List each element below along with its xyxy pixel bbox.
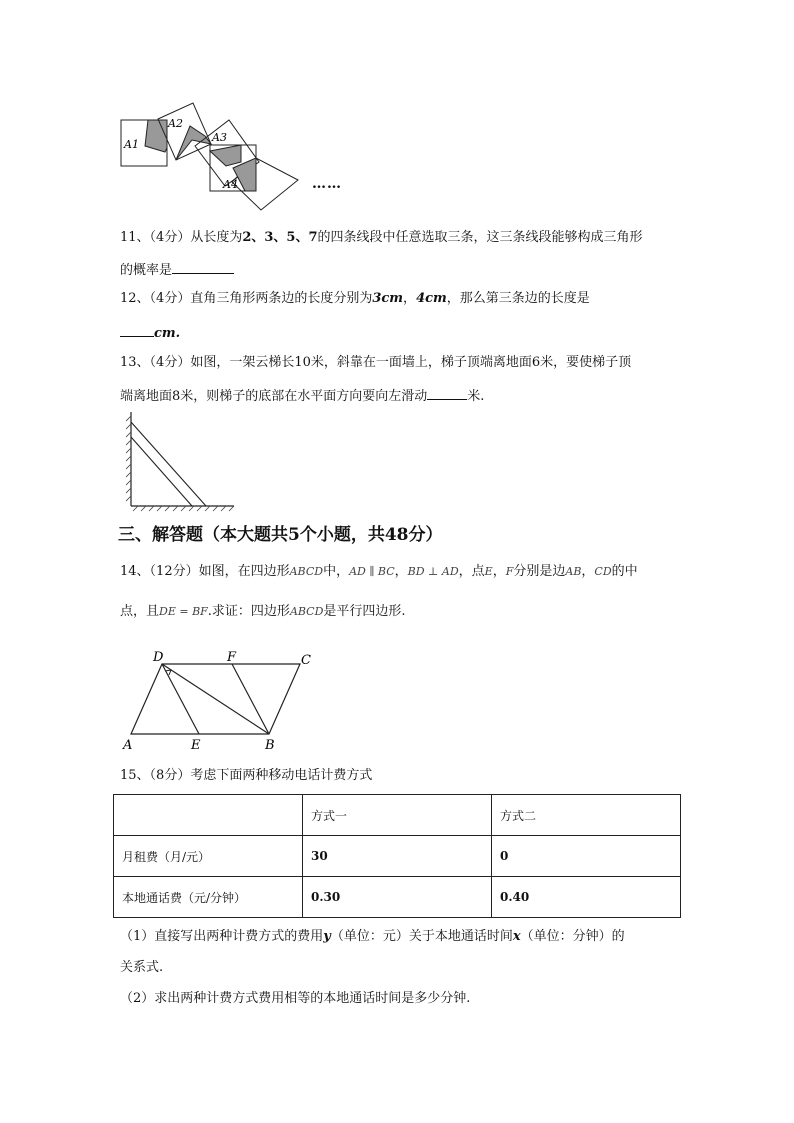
q14-text-10: .求证：四边形 xyxy=(207,604,290,619)
q13-line1: 13、（4分）如图，一架云梯长10米，斜靠在一面墙上，梯子顶端离地面6米，要使梯子顶 xyxy=(120,355,632,370)
q14-math-abcd-2: ABCD xyxy=(289,605,324,618)
q11-answer-blank[interactable] xyxy=(172,259,234,274)
rotating-squares-figure xyxy=(110,96,310,216)
parallelogram-figure xyxy=(115,646,325,756)
q14-text-9: 点，且 xyxy=(120,604,160,619)
table-cell: 本地通话费（元/分钟） xyxy=(114,877,303,918)
q11-prefix: 11、（4分）从长度为 xyxy=(120,230,243,245)
q14-math-e: E xyxy=(484,565,493,578)
table-header-row xyxy=(114,795,681,836)
q14-math-ab: AB xyxy=(565,565,582,578)
q13-line2 xyxy=(120,385,484,406)
q15-sub1-text-c: （单位：分钟）的 xyxy=(520,929,625,944)
q14-math-perp: BD ⊥ AD xyxy=(407,565,459,578)
label-a1: A1 xyxy=(124,138,139,151)
ladder-figure xyxy=(120,410,240,512)
q11-line2-text: 的概率是 xyxy=(120,263,173,278)
q15-title: 15、（8分）考虑下面两种移动电话计费方式 xyxy=(120,768,373,783)
q14-text-1: 14、（12分）如图，在四边形 xyxy=(120,564,290,579)
q14-text-3: ， xyxy=(394,564,408,579)
q15-sub1-line2: 关系式. xyxy=(120,960,164,975)
table-cell: 0 xyxy=(492,836,681,877)
q15-var-x: x xyxy=(512,929,521,944)
q14-math-parallel: AD ∥ BC xyxy=(349,565,395,578)
vertex-a: A xyxy=(123,738,133,753)
q14-text-5: ， xyxy=(492,564,506,579)
table-header-cell: 方式二 xyxy=(492,795,681,836)
table-row xyxy=(114,877,681,918)
q11-line1 xyxy=(120,229,643,247)
q15-sub1-line1 xyxy=(120,928,625,946)
q13-answer-blank[interactable] xyxy=(427,385,467,400)
q11-line2 xyxy=(120,259,234,280)
table-cell: 0.40 xyxy=(492,877,681,918)
ellipsis: …… xyxy=(312,176,342,192)
q14-math-de-bf: DE = BF xyxy=(159,605,208,618)
vertex-b: B xyxy=(265,738,275,753)
q14-line2 xyxy=(120,603,406,621)
section-heading: 三、解答题（本大题共5个小题，共48分） xyxy=(118,525,443,545)
label-a4: A4 xyxy=(223,178,238,191)
q12-unit: cm. xyxy=(154,326,181,341)
q12-suffix: ，那么第三条边的长度是 xyxy=(446,291,590,306)
q12-line2 xyxy=(120,322,180,343)
q12-side-a: 3cm xyxy=(372,291,404,306)
vertex-d: D xyxy=(153,650,164,665)
q15-sub1-text-a: （1）直接写出两种计费方式的费用 xyxy=(120,929,324,944)
q14-math-cd: CD xyxy=(594,565,612,578)
fee-table xyxy=(113,794,681,918)
q13-line2a: 端离地面8米，则梯子的底部在水平面方向要向左滑动 xyxy=(120,389,428,404)
q15-sub2: （2）求出两种计费方式费用相等的本地通话时间是多少分钟. xyxy=(120,991,471,1006)
q12-side-b: 4cm xyxy=(416,291,447,306)
q14-text-11: 是平行四边形. xyxy=(323,604,406,619)
table-cell: 月租费（月/元） xyxy=(114,836,303,877)
q12-sep: ， xyxy=(403,291,417,306)
q11-numbers: 2、3、5、7 xyxy=(242,230,318,245)
q14-text-6: 分别是边 xyxy=(513,564,566,579)
q12-prefix: 12、（4分）直角三角形两条边的长度分别为 xyxy=(120,291,373,306)
q14-text-7: ， xyxy=(581,564,595,579)
vertex-f: F xyxy=(227,650,237,665)
table-header-cell: 方式一 xyxy=(303,795,492,836)
q13-line2b: 米. xyxy=(467,389,485,404)
q14-line1 xyxy=(120,563,638,581)
q11-middle: 的四条线段中任意选取三条，这三条线段能够构成三角形 xyxy=(317,230,643,245)
q12-answer-blank[interactable] xyxy=(120,322,154,337)
q14-math-f: F xyxy=(505,565,514,578)
label-a3: A3 xyxy=(212,131,227,144)
q12-line1 xyxy=(120,290,590,308)
q15-var-y: y xyxy=(323,929,331,944)
table-cell: 30 xyxy=(303,836,492,877)
table-header-cell xyxy=(114,795,303,836)
vertex-c: C xyxy=(301,653,311,668)
q14-text-4: ，点 xyxy=(458,564,485,579)
q15-sub1-text-b: （单位：元）关于本地通话时间 xyxy=(330,929,513,944)
label-a2: A2 xyxy=(168,117,183,130)
vertex-e: E xyxy=(191,738,201,753)
table-cell: 0.30 xyxy=(303,877,492,918)
table-row xyxy=(114,836,681,877)
q14-text-2: 中， xyxy=(323,564,350,579)
q14-text-8: 的中 xyxy=(611,564,638,579)
q14-math-abcd: ABCD xyxy=(289,565,324,578)
